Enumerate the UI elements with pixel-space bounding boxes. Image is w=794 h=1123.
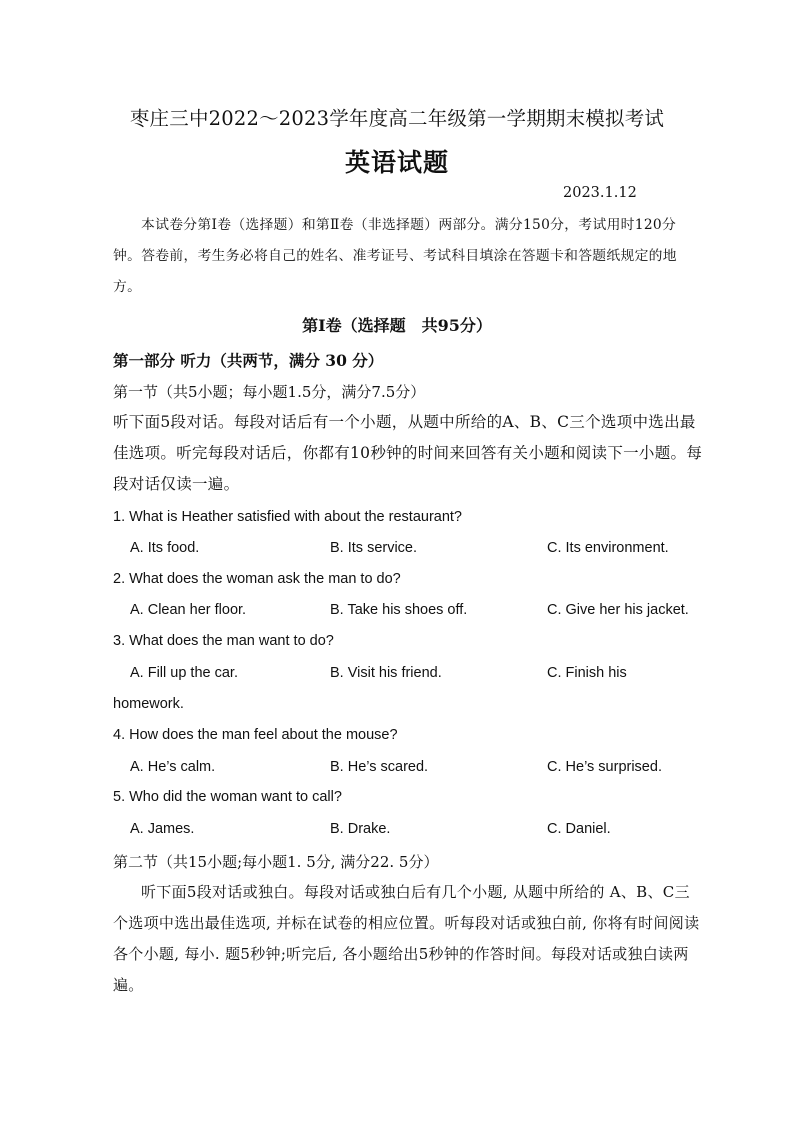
section1-title: 第一节（共5小题；每小题1.5分，满分7.5分）	[113, 383, 426, 401]
q2-option-c: C. Give her his jacket.	[547, 602, 689, 618]
section2-title: 第二节（共15小题;每小题1. 5分, 满分22. 5分）	[113, 853, 439, 871]
q4-option-b: B. He’s scared.	[330, 759, 429, 775]
q4-option-a: A. He’s calm.	[130, 759, 216, 775]
question-3: 3. What does the man want to do?	[113, 633, 334, 649]
q3-option-c-continued: homework.	[113, 696, 184, 712]
question-5: 5. Who did the woman want to call?	[113, 789, 342, 805]
q5-option-b: B. Drake.	[330, 821, 391, 837]
q5-option-a: A. James.	[130, 821, 195, 837]
section2-instructions-text: 听下面5段对话或独白。每段对话或独白后有几个小题, 从题中所给的 A、B、C三个选项中选出最佳选项, 并标在试卷的相应位置。听每段对话或独白前, 你将有时间阅读各个小题, 每小. 题5秒钟;听完后, 各小题给出5秒钟的作答时间。每段对话或独白读两遍。	[113, 883, 700, 994]
q1-option-c: C. Its environment.	[547, 540, 669, 556]
q2-option-b: B. Take his shoes off.	[330, 602, 468, 618]
section1-instructions: 听下面5段对话。每段对话后有一个小题，从题中所给的A、B、C三个选项中选出最佳选项。听完每段对话后，你都有10秒钟的时间来回答有关小题和阅读下一小题。每段对话仅读一遍。	[113, 413, 703, 493]
question-4: 4. How does the man feel about the mouse?	[113, 727, 398, 743]
q1-option-a: A. Its food.	[130, 540, 200, 556]
q1-option-b: B. Its service.	[330, 540, 418, 556]
q5-option-c: C. Daniel.	[547, 821, 611, 837]
question-1: 1. What is Heather satisfied with about the restaurant?	[113, 509, 462, 525]
part1-title: 第一部分 听力（共两节，满分 30 分）	[113, 351, 384, 370]
q3-option-b: B. Visit his friend.	[330, 665, 442, 681]
q4-option-c: C. He’s surprised.	[547, 759, 662, 775]
exam-date: 2023.1.12	[563, 185, 637, 201]
q3-option-a: A. Fill up the car.	[130, 665, 238, 681]
q3-option-c: C. Finish his	[547, 665, 627, 681]
question-2: 2. What does the woman ask the man to do?	[113, 571, 401, 587]
section2-instructions	[113, 877, 703, 1001]
subject-title: 英语试题	[344, 148, 449, 177]
exam-title: 枣庄三中2022～2023学年度高二年级第一学期期末模拟考试	[129, 107, 665, 130]
volume1-title: 第Ⅰ卷（选择题 共95分）	[302, 316, 492, 335]
intro-paragraph	[113, 210, 703, 303]
q2-option-a: A. Clean her floor.	[130, 602, 247, 618]
intro-text: 本试卷分第Ⅰ卷（选择题）和第Ⅱ卷（非选择题）两部分。满分150分，考试用时120分钟。答卷前，考生务必将自己的姓名、准考证号、考试科目填涂在答题卡和答题纸规定的地方。	[113, 217, 677, 295]
